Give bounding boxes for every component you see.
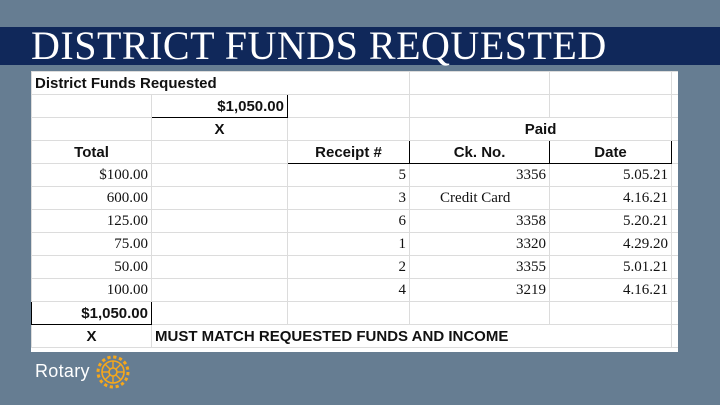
- date-cell: 4.29.20: [550, 233, 672, 256]
- empty-cell: [410, 302, 550, 325]
- empty-cell: [672, 164, 678, 187]
- date-cell: 4.16.21: [550, 187, 672, 210]
- table-row: [32, 95, 679, 118]
- date-cell: 4.16.21: [550, 279, 672, 302]
- receipt-cell: 5: [288, 164, 410, 187]
- check-cell: Credit Card: [410, 187, 550, 210]
- empty-cell: [152, 164, 288, 187]
- slide-title: DISTRICT FUNDS REQUESTED: [31, 23, 607, 68]
- empty-cell: [32, 118, 152, 141]
- paid-label: Paid: [410, 118, 672, 141]
- receipt-cell: 3: [288, 187, 410, 210]
- table-row: [32, 72, 679, 95]
- logo-text: Rotary: [35, 361, 90, 381]
- check-cell: 3219: [410, 279, 550, 302]
- requested-amount: $1,050.00: [152, 95, 288, 118]
- check-cell: 3355: [410, 256, 550, 279]
- date-cell: 5.20.21: [550, 210, 672, 233]
- empty-cell: [152, 256, 288, 279]
- receipt-cell: 6: [288, 210, 410, 233]
- empty-cell: [32, 95, 152, 118]
- table-row: [32, 302, 679, 325]
- empty-cell: [152, 302, 288, 325]
- empty-cell: [672, 118, 678, 141]
- table-row: [32, 187, 679, 210]
- empty-cell: [288, 95, 410, 118]
- empty-cell: [672, 187, 678, 210]
- empty-cell: [672, 325, 678, 348]
- empty-cell: [672, 210, 678, 233]
- table-row: [32, 164, 679, 187]
- date-cell: 5.05.21: [550, 164, 672, 187]
- header-receipt: Receipt #: [288, 141, 410, 164]
- table-header-row: [32, 141, 679, 164]
- total-sum: $1,050.00: [32, 302, 152, 325]
- empty-cell: [550, 72, 672, 95]
- check-cell: 3358: [410, 210, 550, 233]
- empty-cell: [672, 72, 678, 95]
- empty-cell: [288, 118, 410, 141]
- empty-cell: [672, 302, 678, 325]
- sheet-heading: District Funds Requested: [32, 72, 410, 95]
- match-note: MUST MATCH REQUESTED FUNDS AND INCOME: [152, 325, 672, 348]
- empty-cell: [672, 233, 678, 256]
- empty-cell: [672, 279, 678, 302]
- table-row: [32, 256, 679, 279]
- funds-table: [31, 71, 678, 348]
- empty-cell: [152, 279, 288, 302]
- total-cell: 125.00: [32, 210, 152, 233]
- empty-cell: [550, 302, 672, 325]
- total-cell: 600.00: [32, 187, 152, 210]
- empty-cell: [152, 187, 288, 210]
- total-cell: 50.00: [32, 256, 152, 279]
- header-total: Total: [32, 141, 152, 164]
- header-check: Ck. No.: [410, 141, 550, 164]
- date-cell: 5.01.21: [550, 256, 672, 279]
- table-row: [32, 118, 679, 141]
- rotary-logo: [35, 352, 135, 390]
- total-cell: 100.00: [32, 279, 152, 302]
- table-row: [32, 325, 679, 348]
- table-row: [32, 210, 679, 233]
- empty-cell: [672, 141, 678, 164]
- empty-cell: [550, 95, 672, 118]
- empty-cell: [672, 95, 678, 118]
- check-cell: 3356: [410, 164, 550, 187]
- receipt-cell: 1: [288, 233, 410, 256]
- empty-cell: [152, 141, 288, 164]
- receipt-cell: 4: [288, 279, 410, 302]
- total-cell: 75.00: [32, 233, 152, 256]
- empty-cell: [152, 233, 288, 256]
- total-cell: $100.00: [32, 164, 152, 187]
- table-row: [32, 279, 679, 302]
- empty-cell: [288, 302, 410, 325]
- header-date: Date: [550, 141, 672, 164]
- x-mark-top: X: [152, 118, 288, 141]
- empty-cell: [152, 210, 288, 233]
- empty-cell: [672, 256, 678, 279]
- spreadsheet: [31, 71, 678, 352]
- empty-cell: [410, 95, 550, 118]
- rotary-wheel-icon: [95, 354, 131, 390]
- check-cell: 3320: [410, 233, 550, 256]
- empty-cell: [410, 72, 550, 95]
- receipt-cell: 2: [288, 256, 410, 279]
- x-mark-bottom: X: [32, 325, 152, 348]
- table-row: [32, 233, 679, 256]
